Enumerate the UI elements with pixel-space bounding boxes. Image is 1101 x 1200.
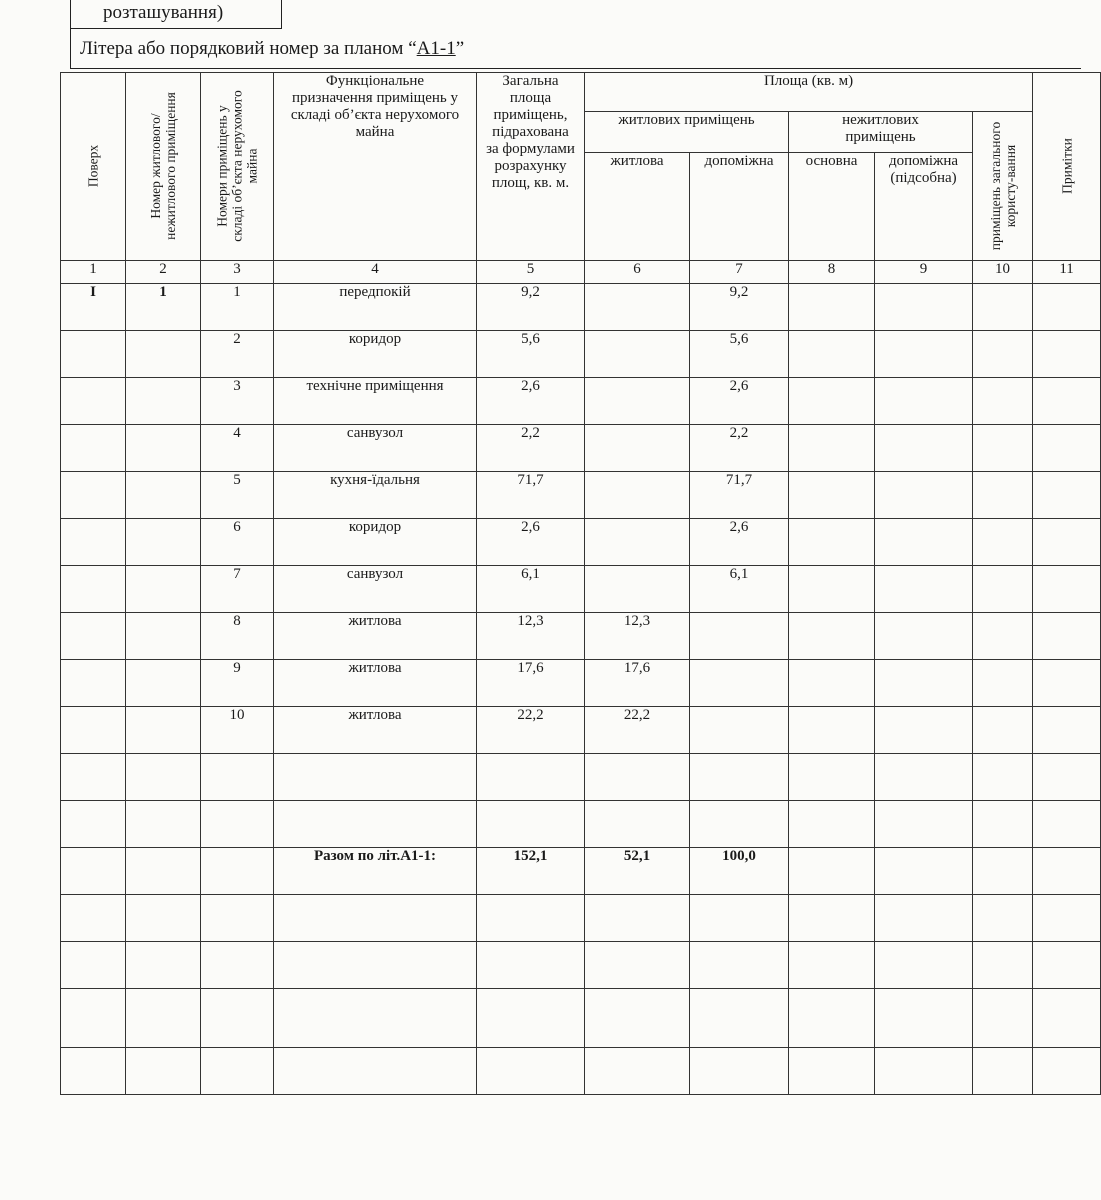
empty-cell — [875, 378, 973, 425]
living-area-cell — [585, 378, 690, 425]
aux-area-cell — [690, 707, 789, 754]
table-row — [61, 284, 1101, 331]
aux-area-cell: 71,7 — [690, 472, 789, 519]
header-total-area: Загальна площа приміщень, підрахована за формулами розрахунку площ, кв. м. — [477, 73, 585, 261]
table-row — [61, 378, 1101, 425]
room-cell: 4 — [201, 425, 274, 472]
col-num: 1 — [61, 261, 126, 284]
litera-suffix: ” — [455, 38, 465, 59]
empty-cell — [875, 613, 973, 660]
table-row — [61, 566, 1101, 613]
total-area-cell: 2,6 — [477, 378, 585, 425]
empty-cell — [973, 378, 1033, 425]
unit-cell — [126, 613, 201, 660]
aux-area-cell: 9,2 — [690, 284, 789, 331]
column-number-row — [61, 261, 1101, 284]
litera-prefix: Літера або порядковий номер за планом “ — [80, 38, 417, 59]
empty-cell — [61, 848, 126, 895]
col-num: 10 — [973, 261, 1033, 284]
total-area-cell: 5,6 — [477, 331, 585, 378]
header-floor: Поверх — [61, 73, 126, 261]
empty-cell — [789, 331, 875, 378]
total-area-cell: 22,2 — [477, 707, 585, 754]
empty-cell — [875, 425, 973, 472]
litera-line — [80, 38, 464, 60]
empty-cell — [789, 425, 875, 472]
table-row — [61, 425, 1101, 472]
empty-cell — [1033, 331, 1101, 378]
empty-cell — [789, 566, 875, 613]
total-label: Разом по літ.А1-1: — [274, 848, 477, 895]
unit-cell — [126, 378, 201, 425]
empty-cell — [789, 613, 875, 660]
header-notes: Примітки — [1033, 73, 1101, 261]
living-area-cell: 17,6 — [585, 660, 690, 707]
table-row — [61, 331, 1101, 378]
header-nonresidential-group: нежитлових приміщень — [789, 112, 973, 153]
empty-cell — [789, 472, 875, 519]
room-cell: 6 — [201, 519, 274, 566]
empty-cell — [789, 519, 875, 566]
empty-cell — [789, 848, 875, 895]
living-area-cell — [585, 425, 690, 472]
empty-cell — [126, 848, 201, 895]
empty-cell — [875, 284, 973, 331]
empty-cell — [875, 472, 973, 519]
room-name-cell: санвузол — [274, 566, 477, 613]
header-room-numbers: Номери приміщень у складі об’єкта нерухомого майна — [201, 73, 274, 261]
empty-cell — [973, 519, 1033, 566]
empty-cell — [875, 660, 973, 707]
aux-area-cell: 5,6 — [690, 331, 789, 378]
total-area-cell: 71,7 — [477, 472, 585, 519]
empty-row — [61, 754, 1101, 801]
empty-row — [61, 989, 1101, 1048]
header-unit-number: Номер житлового/ нежитлового приміщення — [126, 73, 201, 261]
col-num: 5 — [477, 261, 585, 284]
empty-cell — [1033, 613, 1101, 660]
room-cell: 2 — [201, 331, 274, 378]
empty-cell — [973, 707, 1033, 754]
floor-cell — [61, 613, 126, 660]
floor-cell — [61, 425, 126, 472]
empty-cell — [1033, 472, 1101, 519]
living-area-sum: 52,1 — [585, 848, 690, 895]
aux-area-cell: 2,6 — [690, 519, 789, 566]
aux-area-cell: 2,2 — [690, 425, 789, 472]
empty-cell — [973, 425, 1033, 472]
empty-row — [61, 801, 1101, 848]
empty-cell — [1033, 378, 1101, 425]
living-area-cell — [585, 566, 690, 613]
empty-row — [61, 1048, 1101, 1095]
unit-cell — [126, 472, 201, 519]
empty-cell — [201, 848, 274, 895]
floor-cell — [61, 707, 126, 754]
table-row — [61, 519, 1101, 566]
unit-cell — [126, 566, 201, 613]
room-name-cell: коридор — [274, 331, 477, 378]
col-num: 8 — [789, 261, 875, 284]
header-auxiliary-utility: допоміжна (підсобна) — [875, 153, 973, 261]
empty-cell — [789, 284, 875, 331]
empty-cell — [1033, 848, 1101, 895]
table-row — [61, 660, 1101, 707]
col-num: 4 — [274, 261, 477, 284]
room-cell: 5 — [201, 472, 274, 519]
empty-cell — [1033, 707, 1101, 754]
unit-cell — [126, 660, 201, 707]
header-common-use: приміщень загального користу-вання — [973, 112, 1033, 261]
empty-cell — [875, 331, 973, 378]
table-row — [61, 472, 1101, 519]
empty-row — [61, 895, 1101, 942]
empty-cell — [973, 331, 1033, 378]
unit-cell — [126, 425, 201, 472]
empty-row — [61, 942, 1101, 989]
unit-cell — [126, 331, 201, 378]
header-auxiliary: допоміжна — [690, 153, 789, 261]
total-area-cell: 9,2 — [477, 284, 585, 331]
col-num: 2 — [126, 261, 201, 284]
rooms-table — [60, 72, 1101, 1095]
empty-cell — [1033, 519, 1101, 566]
living-area-cell — [585, 284, 690, 331]
empty-cell — [973, 613, 1033, 660]
empty-cell — [1033, 284, 1101, 331]
room-name-cell: коридор — [274, 519, 477, 566]
living-area-cell — [585, 472, 690, 519]
room-name-cell: житлова — [274, 613, 477, 660]
aux-area-cell — [690, 660, 789, 707]
room-cell: 3 — [201, 378, 274, 425]
living-area-cell — [585, 519, 690, 566]
empty-cell — [875, 848, 973, 895]
aux-area-cell: 2,6 — [690, 378, 789, 425]
empty-cell — [1033, 566, 1101, 613]
room-name-cell: житлова — [274, 707, 477, 754]
empty-cell — [973, 472, 1033, 519]
header-residential-group: житлових приміщень — [585, 112, 789, 153]
empty-cell — [875, 566, 973, 613]
total-area-cell: 12,3 — [477, 613, 585, 660]
empty-cell — [789, 707, 875, 754]
floor-cell: І — [61, 284, 126, 331]
total-area-cell: 2,2 — [477, 425, 585, 472]
room-cell: 7 — [201, 566, 274, 613]
unit-cell — [126, 519, 201, 566]
floor-cell — [61, 472, 126, 519]
top-fragment-text: розташування) — [103, 2, 224, 23]
total-row — [61, 848, 1101, 895]
unit-cell: 1 — [126, 284, 201, 331]
empty-cell — [973, 566, 1033, 613]
litera-value: А1-1 — [416, 38, 456, 59]
living-area-cell — [585, 331, 690, 378]
floor-cell — [61, 331, 126, 378]
unit-cell — [126, 707, 201, 754]
header-area-group: Площа (кв. м) — [585, 73, 1033, 112]
header-main: основна — [789, 153, 875, 261]
total-area-cell: 2,6 — [477, 519, 585, 566]
empty-cell — [789, 378, 875, 425]
col-num: 3 — [201, 261, 274, 284]
living-area-cell: 22,2 — [585, 707, 690, 754]
room-cell: 9 — [201, 660, 274, 707]
room-name-cell: кухня-їдальня — [274, 472, 477, 519]
empty-cell — [973, 284, 1033, 331]
aux-area-cell — [690, 613, 789, 660]
floor-cell — [61, 660, 126, 707]
room-name-cell: санвузол — [274, 425, 477, 472]
room-name-cell: передпокій — [274, 284, 477, 331]
room-cell: 1 — [201, 284, 274, 331]
aux-area-sum: 100,0 — [690, 848, 789, 895]
col-num: 11 — [1033, 261, 1101, 284]
aux-area-cell: 6,1 — [690, 566, 789, 613]
empty-cell — [1033, 660, 1101, 707]
header-function: Функціональне призначення приміщень у складі об’єкта нерухомого майна — [274, 73, 477, 261]
room-cell: 8 — [201, 613, 274, 660]
table-row — [61, 707, 1101, 754]
empty-cell — [973, 660, 1033, 707]
total-area-cell: 17,6 — [477, 660, 585, 707]
empty-cell — [875, 519, 973, 566]
room-cell: 10 — [201, 707, 274, 754]
table-row — [61, 613, 1101, 660]
empty-cell — [875, 707, 973, 754]
empty-cell — [973, 848, 1033, 895]
col-num: 9 — [875, 261, 973, 284]
col-num: 7 — [690, 261, 789, 284]
empty-cell — [789, 660, 875, 707]
total-area-cell: 6,1 — [477, 566, 585, 613]
total-area-sum: 152,1 — [477, 848, 585, 895]
col-num: 6 — [585, 261, 690, 284]
floor-cell — [61, 519, 126, 566]
room-name-cell: житлова — [274, 660, 477, 707]
empty-cell — [1033, 425, 1101, 472]
floor-cell — [61, 566, 126, 613]
living-area-cell: 12,3 — [585, 613, 690, 660]
room-name-cell: технічне приміщення — [274, 378, 477, 425]
header-living: житлова — [585, 153, 690, 261]
floor-cell — [61, 378, 126, 425]
